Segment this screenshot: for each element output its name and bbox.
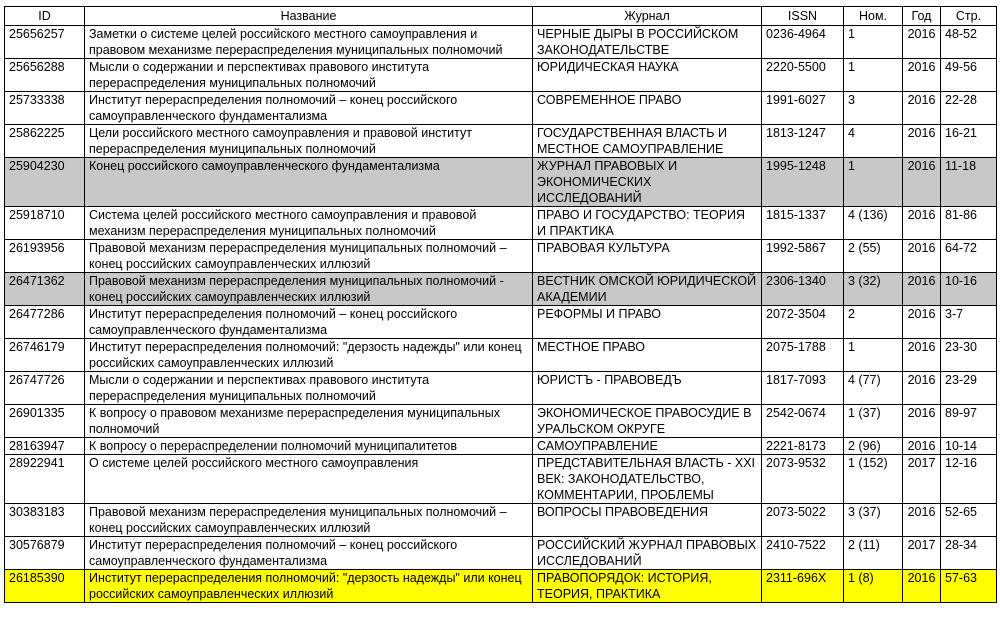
cell-issn: 1995-1248	[762, 158, 844, 207]
cell-title: Система целей российского местного самоуправления и правовой механизм перераспределения муниципальных полномочий	[85, 207, 533, 240]
cell-id: 26185390	[5, 570, 85, 603]
cell-year: 2016	[903, 92, 941, 125]
cell-year: 2017	[903, 537, 941, 570]
cell-year: 2016	[903, 207, 941, 240]
cell-issn: 1815-1337	[762, 207, 844, 240]
cell-title: Правовой механизм перераспределения муниципальных полномочий – конец российских самоуправленческих иллюзий	[85, 240, 533, 273]
table-row	[5, 26, 997, 59]
cell-title: Правовой механизм перераспределения муниципальных полномочий – конец российских самоуправленческих иллюзий	[85, 504, 533, 537]
cell-id: 26193956	[5, 240, 85, 273]
cell-number: 3 (37)	[844, 504, 903, 537]
table-row-highlighted-grey	[5, 158, 997, 207]
cell-id: 25656257	[5, 26, 85, 59]
table-row	[5, 306, 997, 339]
header-id: ID	[5, 7, 85, 26]
cell-number: 1	[844, 339, 903, 372]
cell-title: К вопросу о правовом механизме перераспределения муниципальных полномочий	[85, 405, 533, 438]
cell-number: 1	[844, 59, 903, 92]
cell-title: Мысли о содержании и перспективах правового института перераспределения муниципальных полномочий	[85, 59, 533, 92]
cell-id: 26471362	[5, 273, 85, 306]
cell-title: Институт перераспределения полномочий – конец российского самоуправленческого фундаментализма	[85, 92, 533, 125]
table-row	[5, 438, 997, 455]
cell-year: 2016	[903, 273, 941, 306]
cell-year: 2016	[903, 125, 941, 158]
cell-id: 25904230	[5, 158, 85, 207]
cell-journal: ВОПРОСЫ ПРАВОВЕДЕНИЯ	[533, 504, 762, 537]
cell-title: Конец российского самоуправленческого фундаментализма	[85, 158, 533, 207]
cell-id: 25862225	[5, 125, 85, 158]
cell-number: 1	[844, 158, 903, 207]
cell-id: 25656288	[5, 59, 85, 92]
cell-year: 2016	[903, 59, 941, 92]
cell-id: 25918710	[5, 207, 85, 240]
cell-number: 4	[844, 125, 903, 158]
header-pages: Стр.	[941, 7, 997, 26]
cell-pages: 57-63	[941, 570, 997, 603]
cell-pages: 49-56	[941, 59, 997, 92]
cell-journal: ЖУРНАЛ ПРАВОВЫХ И ЭКОНОМИЧЕСКИХ ИССЛЕДОВАНИЙ	[533, 158, 762, 207]
cell-issn: 1817-7093	[762, 372, 844, 405]
cell-journal: САМОУПРАВЛЕНИЕ	[533, 438, 762, 455]
cell-journal: ПРАВОВАЯ КУЛЬТУРА	[533, 240, 762, 273]
cell-issn: 2072-3504	[762, 306, 844, 339]
cell-title: Институт перераспределения полномочий – конец российского самоуправленческого фундаментализма	[85, 537, 533, 570]
cell-pages: 10-16	[941, 273, 997, 306]
cell-journal: ГОСУДАРСТВЕННАЯ ВЛАСТЬ И МЕСТНОЕ САМОУПРАВЛЕНИЕ	[533, 125, 762, 158]
table-row	[5, 92, 997, 125]
cell-issn: 2542-0674	[762, 405, 844, 438]
cell-number: 2 (96)	[844, 438, 903, 455]
header-row	[5, 7, 997, 26]
table-row	[5, 59, 997, 92]
cell-pages: 23-29	[941, 372, 997, 405]
cell-year: 2016	[903, 158, 941, 207]
table-row-highlighted-grey	[5, 273, 997, 306]
cell-number: 4 (77)	[844, 372, 903, 405]
cell-id: 30576879	[5, 537, 85, 570]
cell-title: Институт перераспределения полномочий: "дерзость надежды" или конец российских самоуправленческих иллюзий	[85, 570, 533, 603]
cell-journal: ПРАВО И ГОСУДАРСТВО: ТЕОРИЯ И ПРАКТИКА	[533, 207, 762, 240]
cell-pages: 10-14	[941, 438, 997, 455]
cell-issn: 0236-4964	[762, 26, 844, 59]
cell-title: Цели российского местного самоуправления и правовой институт перераспределения муниципальных полномочий	[85, 125, 533, 158]
cell-id: 25733338	[5, 92, 85, 125]
cell-number: 4 (136)	[844, 207, 903, 240]
cell-id: 28922941	[5, 455, 85, 504]
cell-title: Мысли о содержании и перспективах правового института перераспределения муниципальных полномочий	[85, 372, 533, 405]
cell-number: 2	[844, 306, 903, 339]
cell-number: 2 (55)	[844, 240, 903, 273]
table-row-highlighted-yellow	[5, 570, 997, 603]
cell-pages: 3-7	[941, 306, 997, 339]
table-row	[5, 207, 997, 240]
cell-id: 26746179	[5, 339, 85, 372]
cell-pages: 81-86	[941, 207, 997, 240]
cell-title: Институт перераспределения полномочий: "дерзость надежды" или конец российских самоуправленческих иллюзий	[85, 339, 533, 372]
cell-journal: ЭКОНОМИЧЕСКОЕ ПРАВОСУДИЕ В УРАЛЬСКОМ ОКРУГЕ	[533, 405, 762, 438]
cell-pages: 23-30	[941, 339, 997, 372]
cell-title: Правовой механизм перераспределения муниципальных полномочий - конец российских самоуправленческих иллюзий	[85, 273, 533, 306]
cell-pages: 16-21	[941, 125, 997, 158]
cell-number: 1 (152)	[844, 455, 903, 504]
cell-title: К вопросу о перераспределении полномочий муниципалитетов	[85, 438, 533, 455]
table-row	[5, 339, 997, 372]
cell-pages: 28-34	[941, 537, 997, 570]
cell-pages: 11-18	[941, 158, 997, 207]
cell-issn: 2410-7522	[762, 537, 844, 570]
cell-year: 2016	[903, 570, 941, 603]
cell-number: 1	[844, 26, 903, 59]
cell-journal: ЧЕРНЫЕ ДЫРЫ В РОССИЙСКОМ ЗАКОНОДАТЕЛЬСТВЕ	[533, 26, 762, 59]
cell-journal: ПРЕДСТАВИТЕЛЬНАЯ ВЛАСТЬ - XXI ВЕК: ЗАКОНОДАТЕЛЬСТВО, КОММЕНТАРИИ, ПРОБЛЕМЫ	[533, 455, 762, 504]
cell-pages: 64-72	[941, 240, 997, 273]
cell-title: Заметки о системе целей российского местного самоуправления и правовом механизме перераспределения муниципальных полномочий	[85, 26, 533, 59]
cell-issn: 2073-9532	[762, 455, 844, 504]
cell-year: 2016	[903, 405, 941, 438]
cell-issn: 2311-696X	[762, 570, 844, 603]
table-row	[5, 504, 997, 537]
cell-title: Институт перераспределения полномочий – конец российского самоуправленческого фундаментализма	[85, 306, 533, 339]
cell-number: 3 (32)	[844, 273, 903, 306]
cell-journal: МЕСТНОЕ ПРАВО	[533, 339, 762, 372]
cell-issn: 2306-1340	[762, 273, 844, 306]
cell-issn: 2075-1788	[762, 339, 844, 372]
table-row	[5, 537, 997, 570]
cell-pages: 52-65	[941, 504, 997, 537]
cell-year: 2017	[903, 455, 941, 504]
cell-year: 2016	[903, 504, 941, 537]
cell-id: 26901335	[5, 405, 85, 438]
cell-number: 2 (11)	[844, 537, 903, 570]
cell-number: 3	[844, 92, 903, 125]
cell-year: 2016	[903, 372, 941, 405]
cell-issn: 2220-5500	[762, 59, 844, 92]
cell-year: 2016	[903, 26, 941, 59]
cell-year: 2016	[903, 240, 941, 273]
cell-number: 1 (8)	[844, 570, 903, 603]
cell-id: 26477286	[5, 306, 85, 339]
table-row	[5, 372, 997, 405]
cell-journal: ВЕСТНИК ОМСКОЙ ЮРИДИЧЕСКОЙ АКАДЕМИИ	[533, 273, 762, 306]
cell-id: 28163947	[5, 438, 85, 455]
cell-issn: 1992-5867	[762, 240, 844, 273]
cell-id: 30383183	[5, 504, 85, 537]
cell-pages: 12-16	[941, 455, 997, 504]
cell-title: О системе целей российского местного самоуправления	[85, 455, 533, 504]
header-number: Ном.	[844, 7, 903, 26]
cell-journal: РЕФОРМЫ И ПРАВО	[533, 306, 762, 339]
cell-journal: ПРАВОПОРЯДОК: ИСТОРИЯ, ТЕОРИЯ, ПРАКТИКА	[533, 570, 762, 603]
table-row	[5, 455, 997, 504]
header-title: Название	[85, 7, 533, 26]
cell-issn: 2221-8173	[762, 438, 844, 455]
header-year: Год	[903, 7, 941, 26]
cell-issn: 2073-5022	[762, 504, 844, 537]
cell-journal: СОВРЕМЕННОЕ ПРАВО	[533, 92, 762, 125]
header-issn: ISSN	[762, 7, 844, 26]
cell-pages: 22-28	[941, 92, 997, 125]
cell-id: 26747726	[5, 372, 85, 405]
cell-journal: ЮРИСТЪ - ПРАВОВЕДЪ	[533, 372, 762, 405]
cell-issn: 1991-6027	[762, 92, 844, 125]
cell-issn: 1813-1247	[762, 125, 844, 158]
cell-year: 2016	[903, 438, 941, 455]
cell-journal: РОССИЙСКИЙ ЖУРНАЛ ПРАВОВЫХ ИССЛЕДОВАНИЙ	[533, 537, 762, 570]
cell-pages: 48-52	[941, 26, 997, 59]
cell-year: 2016	[903, 306, 941, 339]
cell-pages: 89-97	[941, 405, 997, 438]
table-row	[5, 125, 997, 158]
table-row	[5, 240, 997, 273]
table-row	[5, 405, 997, 438]
header-journal: Журнал	[533, 7, 762, 26]
cell-journal: ЮРИДИЧЕСКАЯ НАУКА	[533, 59, 762, 92]
publications-table	[4, 6, 997, 603]
cell-year: 2016	[903, 339, 941, 372]
cell-number: 1 (37)	[844, 405, 903, 438]
